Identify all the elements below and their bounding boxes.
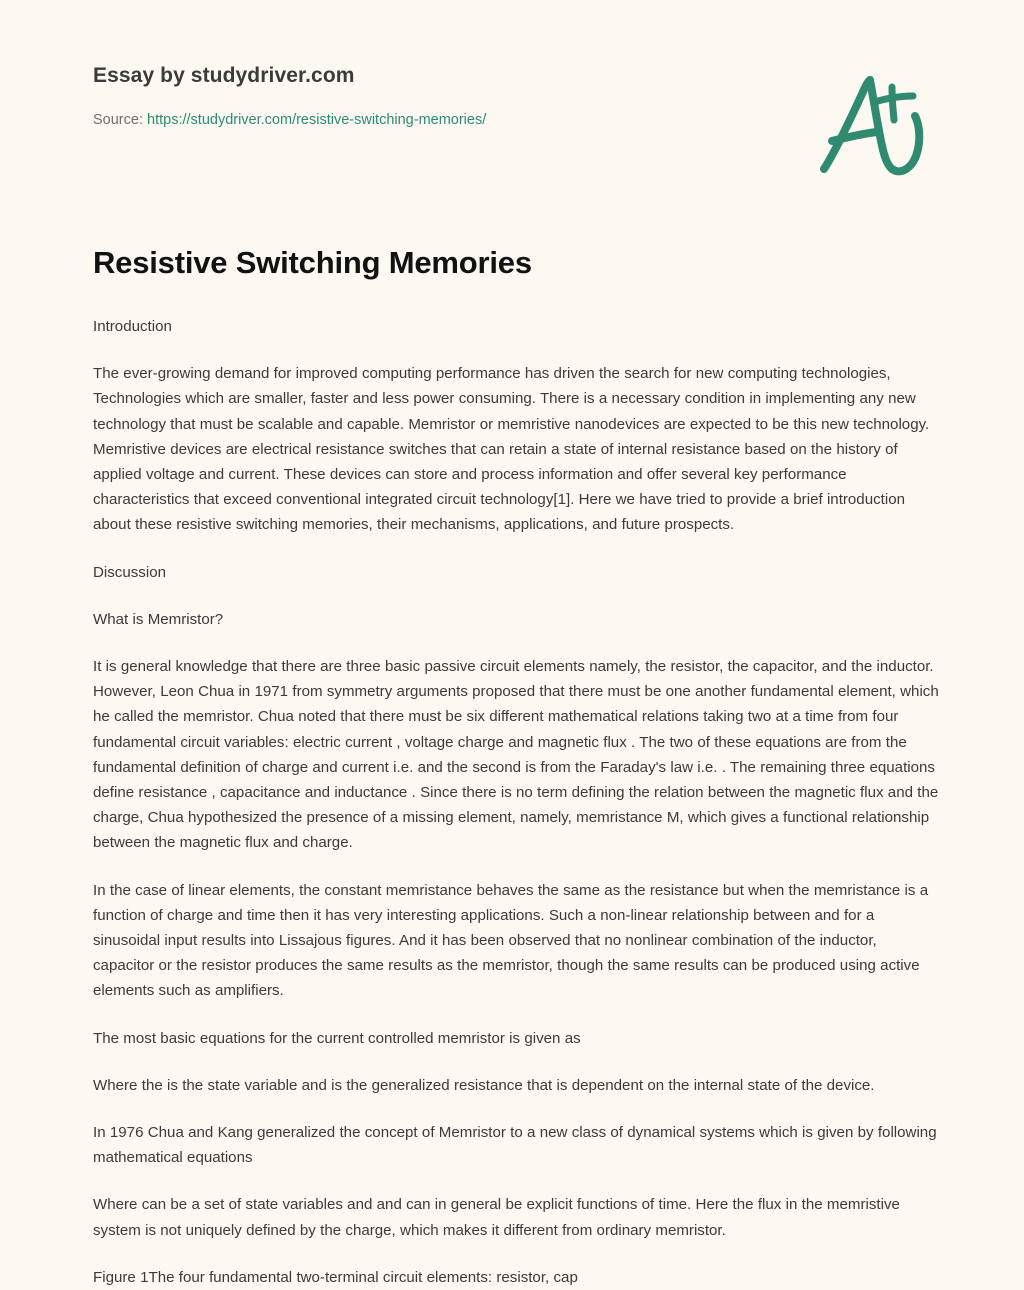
page-title: Resistive Switching Memories xyxy=(93,245,532,280)
source-url-link[interactable]: https://studydriver.com/resistive-switching-memories/ xyxy=(147,112,487,128)
a-plus-logo-icon xyxy=(812,68,932,178)
brand-block xyxy=(93,62,713,130)
source-line xyxy=(93,110,713,130)
paragraph-basic-equations: The most basic equations for the current controlled memristor is given as xyxy=(93,1029,581,1047)
paragraph-chua-kang: In 1976 Chua and Kang generalized the concept of Memristor to a new class of dynamical systems which is given by following mathematical equations xyxy=(93,1124,937,1167)
paragraph-figure-caption: Figure 1The four fundamental two-terminal circuit elements: resistor, cap xyxy=(93,1268,578,1286)
paragraph-what-is-memristor-heading: What is Memristor? xyxy=(93,610,224,628)
paragraph-state-variable: Where the is the state variable and is the generalized resistance that is dependent on the internal state of the device. xyxy=(93,1076,875,1094)
page-header xyxy=(0,0,1024,200)
paragraph-discussion-heading: Discussion xyxy=(93,563,166,581)
paragraph-introduction-heading: Introduction xyxy=(93,318,172,335)
paragraph-memristive-system: Where can be a set of state variables and and can in general be explicit functions of time. Here the flux in the memristive system is not uniquely defined by the charge, which makes it different from ordinary memristor. xyxy=(93,1196,900,1239)
paragraph-memristor-definition: It is general knowledge that there are three basic passive circuit elements namely, the resistor, the capacitor, and the inductor. However, Leon Chua in 1971 from symmetry arguments proposed that there must be one another fundamental element, which he called the memristor. Chua noted that there must be six different mathematical relations taking two at a time from four fundamental circuit variables: electric current , voltage charge and magnetic flux . The two of these equations are from the fundamental definition of charge and current i.e. and the second is from the Faraday's law i.e. . The remaining three equations define resistance , capacitance and inductance . Since there is no term defining the relation between the magnetic flux and the charge, Chua hypothesized the presence of a missing element, namely, memristance M, which gives a functional relationship between the magnetic flux and charge. xyxy=(93,658,939,852)
brand-title: Essay by studydriver.com xyxy=(93,64,355,87)
paragraph-intro-body: The ever-growing demand for improved computing performance has driven the search for new computing technologies, Technologies which are smaller, faster and less power consuming. There is a necessary condition in implementing any new technology that must be scalable and capable. Memristor or memristive nanodevices are expected to be this new technology. Memristive devices are electrical resistance switches that can retain a state of internal resistance based on the history of applied voltage and current. These devices can store and process information and offer several key performance characteristics that exceed conventional integrated circuit technology[1]. Here we have tried to provide a brief introduction about these resistive switching memories, their mechanisms, applications, and future prospects. xyxy=(93,365,930,534)
source-label: Source: xyxy=(93,112,143,128)
paragraph-linear-elements: In the case of linear elements, the constant memristance behaves the same as the resistance but when the memristance is a function of charge and time then it has very interesting applications. Such a non-linear relationship between and for a sinusoidal input results into Lissajous figures. And it has been observed that no nonlinear combination of the inductor, capacitor or the resistor produces the same results as the memristor, though the same results can be produced using active elements such as amplifiers. xyxy=(93,881,929,1000)
document-body xyxy=(93,243,941,1290)
